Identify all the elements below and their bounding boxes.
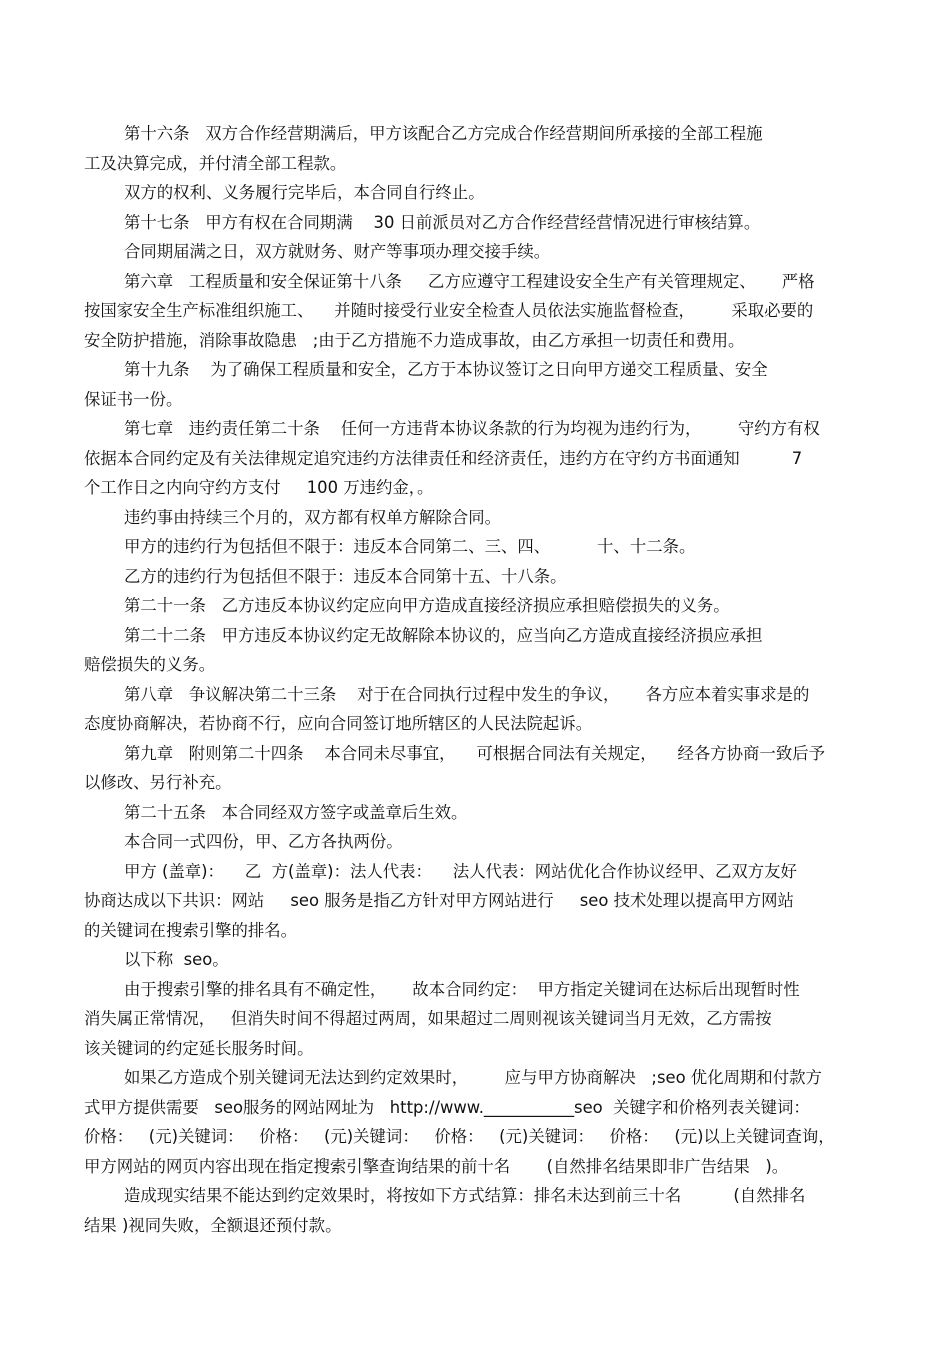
document-line: 按国家安全生产标准组织施工、 并随时接受行业安全检查人员依法实施监督检查， 采取必要的	[84, 301, 814, 320]
document-line: 态度协商解决，若协商不行，应向合同签订地所辖区的人民法院起诉。	[84, 714, 593, 733]
document-line: 第十六条 双方合作经营期满后，甲方该配合乙方完成合作经营期间所承接的全部工程施	[124, 124, 763, 143]
document-line: 如果乙方造成个别关键词无法达到约定效果时， 应与甲方协商解决 ;seo 优化周期和付款方	[124, 1068, 822, 1087]
document-line: 式甲方提供需要 seo服务的网站网址为 http://www.___________seo 关键字和价格列表关键词：	[84, 1097, 810, 1117]
document-line: 第十七条 甲方有权在合同期满 30 日前派员对乙方合作经营经营情况进行审核结算。	[124, 212, 761, 232]
document-line: 消失属正常情况， 但消失时间不得超过两周，如果超过二周则视该关键词当月无效，乙方需按	[84, 1009, 772, 1028]
document-line: 第九章 附则第二十四条 本合同未尽事宜， 可根据合同法有关规定， 经各方协商一致后予	[124, 743, 825, 763]
document-line: 甲方网站的网页内容出现在指定搜索引擎查询结果的前十名 (自然排名结果即非广告结果 )。	[84, 1156, 789, 1176]
document-line: 工及决算完成，并付清全部工程款。	[84, 153, 347, 173]
document-line: 第七章 违约责任第二十条 任何一方违背本协议条款的行为均视为违约行为， 守约方有权	[124, 419, 820, 438]
document-line: 本合同一式四份，甲、乙方各执两份。	[124, 832, 403, 851]
document-line: 第二十五条 本合同经双方签字或盖章后生效。	[124, 802, 468, 822]
document-line: 以修改、另行补充。	[84, 773, 232, 792]
document-line: 第二十一条 乙方违反本协议约定应向甲方造成直接经济损应承担赔偿损失的义务。	[124, 596, 730, 615]
document-line: 违约事由持续三个月的，双方都有权单方解除合同。	[124, 507, 501, 527]
document-line: 甲方 (盖章)： 乙 方(盖章)：法人代表： 法人代表：网站优化合作协议经甲、乙双方友好	[124, 861, 797, 881]
document-line: 造成现实结果不能达到约定效果时，将按如下方式结算：排名未达到前三十名 (自然排名	[124, 1186, 806, 1205]
document-body	[84, 119, 864, 1240]
document-line: 保证书一份。	[84, 389, 183, 409]
document-line: 协商达成以下共识：网站 seo 服务是指乙方针对甲方网站进行 seo 技术处理以提高甲方网站	[84, 891, 794, 910]
document-line: 第二十二条 甲方违反本协议约定无故解除本协议的，应当向乙方造成直接经济损应承担	[124, 625, 763, 645]
document-line: 的关键词在搜索引擎的排名。	[84, 920, 298, 940]
document-line: 安全防护措施，消除事故隐患 ;由于乙方措施不力造成事故，由乙方承担一切责任和费用。	[84, 330, 745, 350]
document-line: 乙方的违约行为包括但不限于：违反本合同第十五、十八条。	[124, 566, 567, 586]
document-line: 第六章 工程质量和安全保证第十八条 乙方应遵守工程建设安全生产有关管理规定、 严格	[124, 271, 815, 291]
document-line: 个工作日之内向守约方支付 100 万违约金，。	[84, 478, 434, 497]
document-line: 第十九条 为了确保工程质量和安全，乙方于本协议签订之日向甲方递交工程质量、安全	[124, 360, 768, 379]
document-line: 结果 )视同失败，全额退还预付款。	[84, 1215, 342, 1235]
document-line: 以下称 seo。	[124, 950, 229, 969]
document-line: 依据本合同约定及有关法律规定追究违约方法律责任和经济责任，违约方在守约方书面通知 7	[84, 448, 803, 468]
document-line: 合同期届满之日，双方就财务、财产等事项办理交接手续。	[124, 242, 551, 261]
document-line: 甲方的违约行为包括但不限于：违反本合同第二、三、四、 十、十二条。	[124, 537, 696, 556]
document-line: 双方的权利、义务履行完毕后，本合同自行终止。	[124, 183, 485, 202]
document-line: 由于搜索引擎的排名具有不确定性， 故本合同约定： 甲方指定关键词在达标后出现暂时性	[124, 979, 800, 999]
document-line: 赔偿损失的义务。	[84, 655, 216, 674]
document-line: 价格： (元)关键词： 价格： (元)关键词： 价格： (元)关键词： 价格： (元)以上关键词查询，	[84, 1127, 835, 1146]
document-line: 该关键词的约定延长服务时间。	[84, 1038, 314, 1058]
document-line: 第八章 争议解决第二十三条 对于在合同执行过程中发生的争议， 各方应本着实事求是的	[124, 684, 810, 704]
